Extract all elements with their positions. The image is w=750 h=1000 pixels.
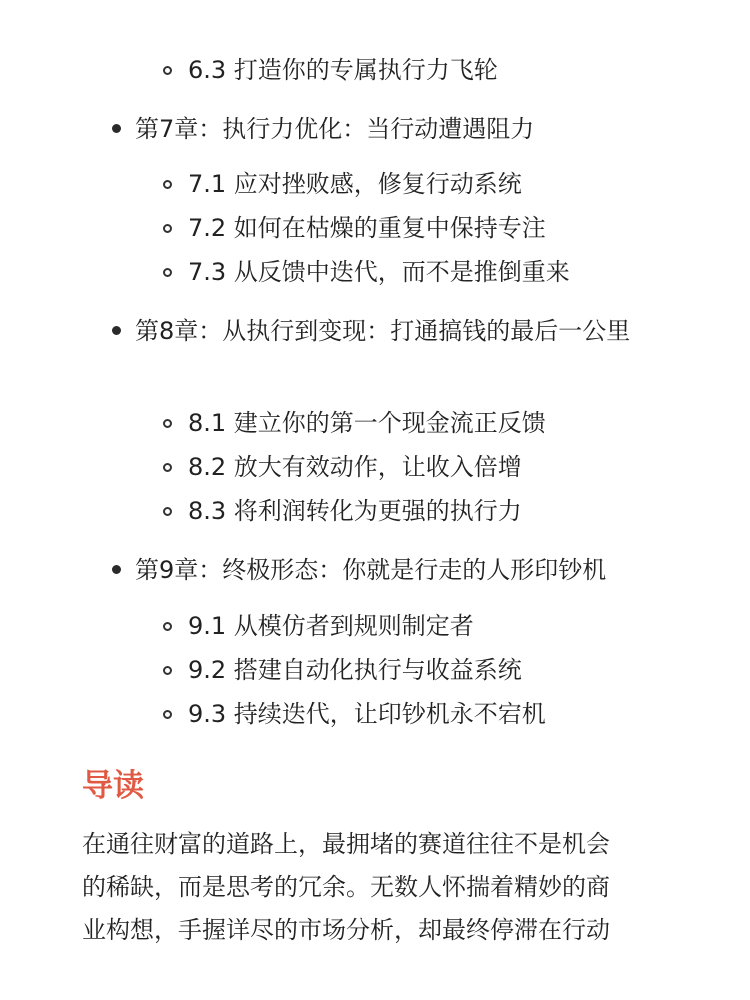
outline-chapter: 第9章：终极形态：你就是行走的人形印钞机 bbox=[135, 556, 607, 584]
outline-subitem: 7.3 从反馈中迭代，而不是推倒重来 bbox=[188, 258, 570, 286]
filled-dot-icon bbox=[112, 565, 121, 574]
outline-subitem: 9.1 从模仿者到规则制定者 bbox=[188, 612, 474, 640]
hollow-circle-icon bbox=[163, 268, 172, 277]
hollow-circle-icon bbox=[163, 710, 172, 719]
intro-paragraph-line: 在通往财富的道路上，最拥堵的赛道往往不是机会 bbox=[82, 830, 610, 858]
outline-subitem: 9.2 搭建自动化执行与收益系统 bbox=[188, 656, 522, 684]
outline-subitem: 8.1 建立你的第一个现金流正反馈 bbox=[188, 409, 546, 437]
outline-subitem: 7.2 如何在枯燥的重复中保持专注 bbox=[188, 214, 546, 242]
outline-subitem: 7.1 应对挫败感，修复行动系统 bbox=[188, 170, 522, 198]
outline-subitem: 6.3 打造你的专属执行力飞轮 bbox=[188, 56, 498, 84]
outline-subitem: 8.3 将利润转化为更强的执行力 bbox=[188, 497, 522, 525]
hollow-circle-icon bbox=[163, 463, 172, 472]
outline-chapter: 第8章：从执行到变现：打通搞钱的最后一公里 bbox=[135, 317, 631, 345]
hollow-circle-icon bbox=[163, 66, 172, 75]
section-title-intro: 导读 bbox=[82, 768, 144, 804]
outline-chapter: 第7章：执行力优化：当行动遭遇阻力 bbox=[135, 115, 535, 143]
outline-subitem: 8.2 放大有效动作，让收入倍增 bbox=[188, 453, 522, 481]
outline-subitem: 9.3 持续迭代，让印钞机永不宕机 bbox=[188, 700, 546, 728]
hollow-circle-icon bbox=[163, 180, 172, 189]
intro-paragraph-line: 的稀缺，而是思考的冗余。无数人怀揣着精妙的商 bbox=[82, 873, 610, 901]
hollow-circle-icon bbox=[163, 419, 172, 428]
filled-dot-icon bbox=[112, 326, 121, 335]
intro-paragraph-line: 业构想，手握详尽的市场分析，却最终停滞在行动 bbox=[82, 916, 610, 944]
hollow-circle-icon bbox=[163, 666, 172, 675]
filled-dot-icon bbox=[112, 124, 121, 133]
hollow-circle-icon bbox=[163, 622, 172, 631]
hollow-circle-icon bbox=[163, 224, 172, 233]
hollow-circle-icon bbox=[163, 507, 172, 516]
